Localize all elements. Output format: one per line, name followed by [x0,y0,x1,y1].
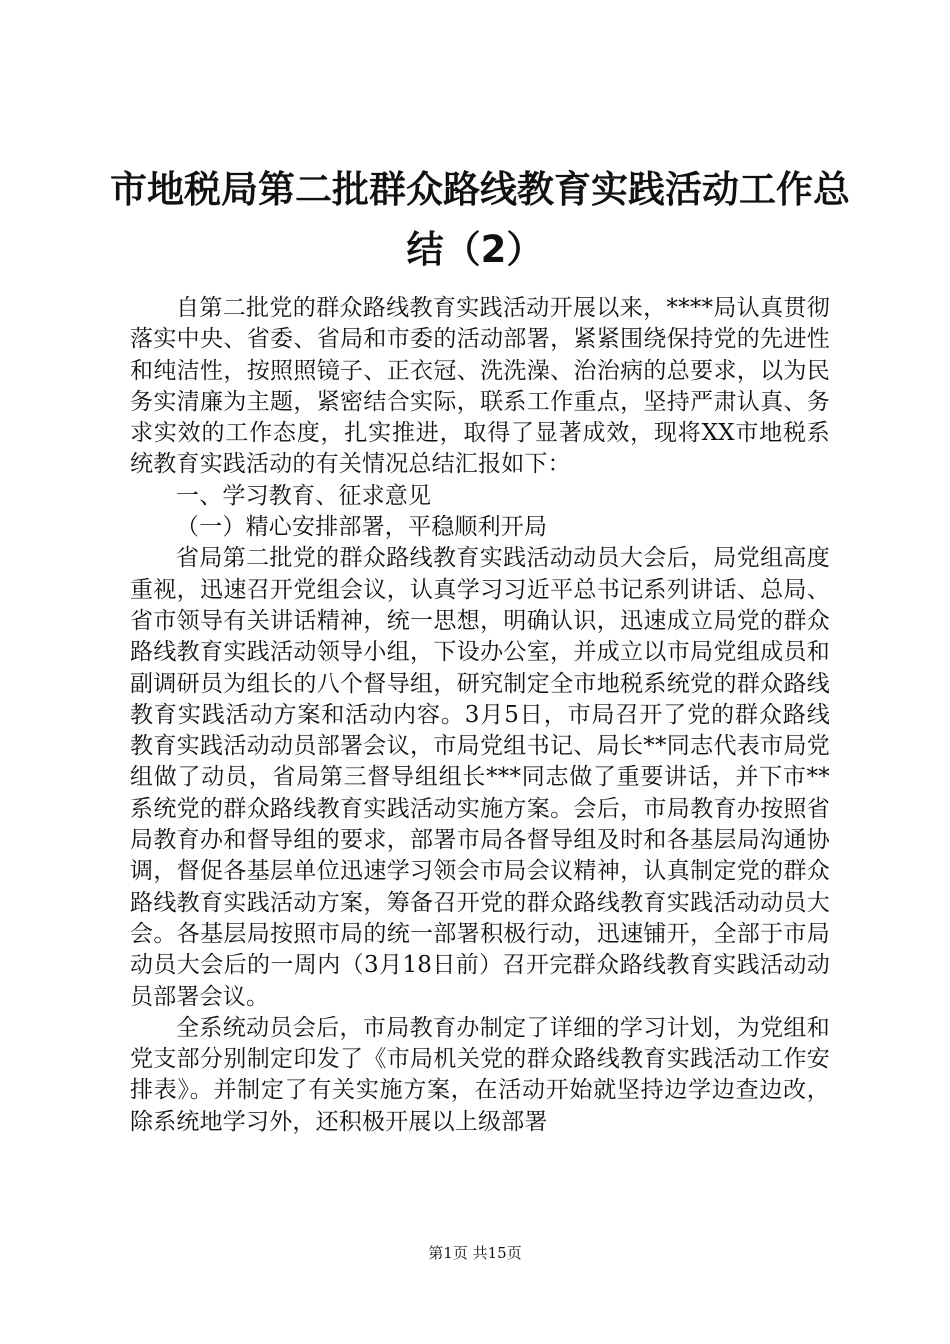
body-paragraph: 全系统动员会后，市局教育办制定了详细的学习计划，为党组和党支部分别制定印发了《市局机关党的群众路线教育实践活动工作安排表》。并制定了有关实施方案，在活动开始就坚持边学边查边改，除系统地学习外，还积极开展以上级部署 [130,1014,830,1135]
document-body [130,293,830,1138]
document-title [110,160,850,280]
title-line-1: 市地税局第二批群众路线教育实践活动工作总 [110,168,850,211]
page-footer: 第1页 共15页 [428,1244,522,1262]
intro-paragraph: 自第二批党的群众路线教育实践活动开展以来，****局认真贯彻落实中央、省委、省局和市委的活动部署，紧紧围绕保持党的先进性和纯洁性，按照照镜子、正衣冠、洗洗澡、治治病的总要求，以为民务实清廉为主题，紧密结合实际，联系工作重点，坚持严肃认真、务求实效的工作态度，扎实推进，取得了显著成效，现将XX市地税系统教育实践活动的有关情况总结汇报如下： [130,295,830,478]
subsection-heading: （一）精心安排部署，平稳顺利开局 [176,514,548,541]
section-heading: 一、学习教育、征求意见 [176,482,432,509]
title-line-2: 结（2） [406,228,544,271]
body-paragraph: 省局第二批党的群众路线教育实践活动动员大会后，局党组高度重视，迅速召开党组会议，认真学习习近平总书记系列讲话、总局、省市领导有关讲话精神，统一思想，明确认识，迅速成立局党的群众路线教育实践活动领导小组，下设办公室，并成立以市局党组成员和副调研员为组长的八个督导组，研究制定全市地税系统党的群众路线教育实践活动方案和活动内容。3月5日，市局召开了党的群众路线教育实践活动动员部署会议，市局党组书记、局长**同志代表市局党组做了动员，省局第三督导组组长***同志做了重要讲话，并下市**系统党的群众路线教育实践活动实施方案。会后，市局教育办按照省局教育办和督导组的要求，部署市局各督导组及时和各基层局沟通协调，督促各基层单位迅速学习领会市局会议精神，认真制定党的群众路线教育实践活动方案，筹备召开党的群众路线教育实践活动动员大会。各基层局按照市局的统一部署积极行动，迅速铺开，全部于市局动员大会后的一周内（3月18日前）召开完群众路线教育实践活动动员部署会议。 [130,545,830,1010]
